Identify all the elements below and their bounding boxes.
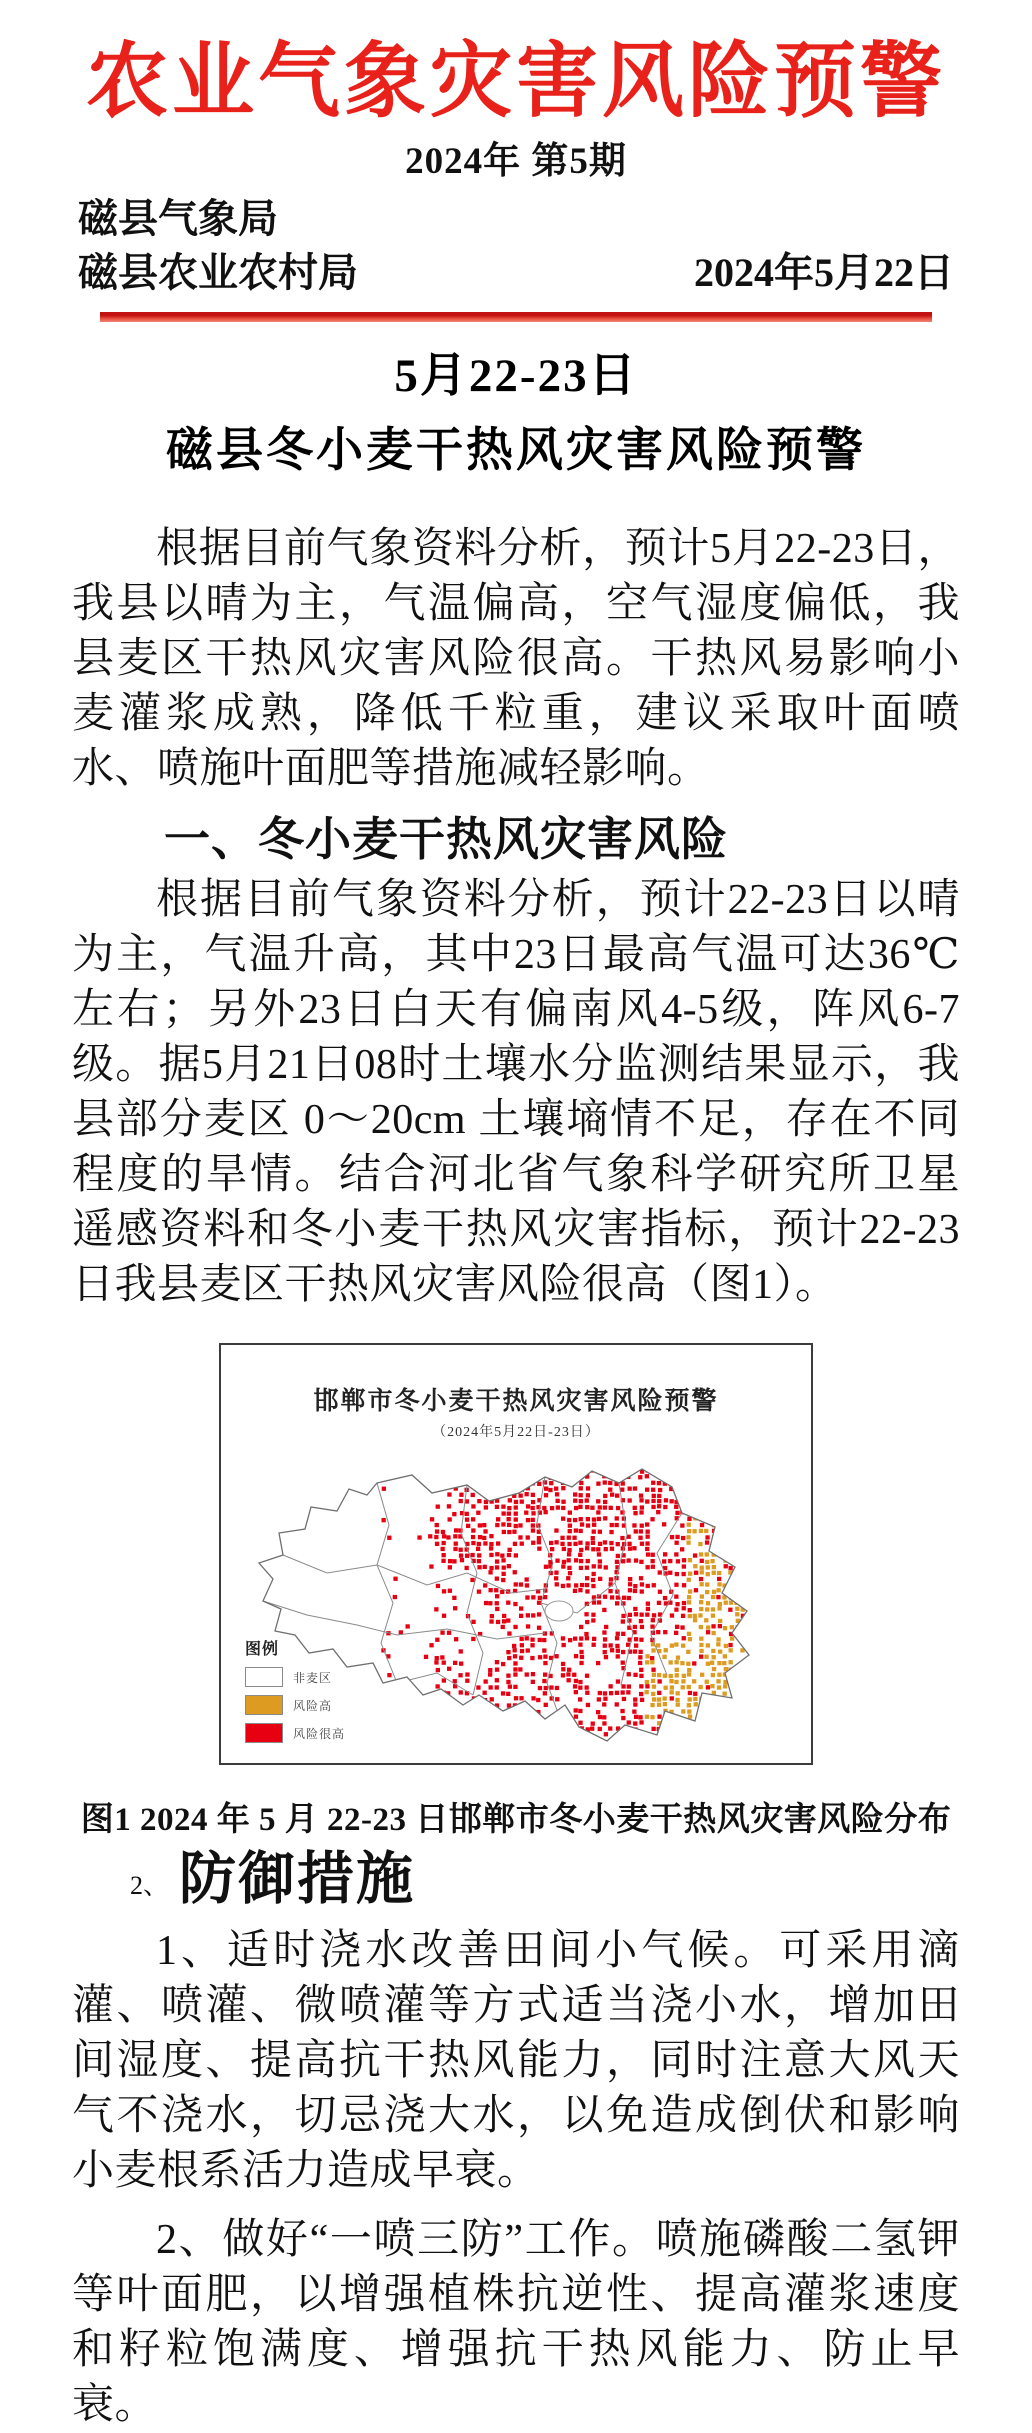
intro-paragraph: 根据目前气象资料分析，预计5月22-23日，我县以晴为主，气温偏高，空气湿度偏低，我县麦区干热风灾害风险很高。干热风易影响小麦灌浆成熟，降低千粒重，建议采取叶面喷水、喷施叶面肥等措施减轻影响。	[72, 525, 960, 792]
map-subtitle: （2024年5月22日-23日）	[432, 1425, 600, 1441]
legend-label-very-high-risk: 风险很高	[293, 1726, 346, 1741]
measure-1-paragraph: 1、适时浇水改善田间小气候。可采用滴灌、喷灌、微喷灌等方式适当浇小水，增加田间湿度、提高抗干热风能力，同时注意大风天气不浇水，切忌浇大水，以免造成倒伏和影响小麦根系活力造成早衰。	[72, 1927, 960, 2194]
issue-number: 2024年 第5期	[405, 140, 627, 182]
org-date-row	[78, 246, 954, 300]
warning-heading-title: 磁县冬小麦干热风灾害风险预警	[166, 424, 866, 477]
risk-map-figure	[219, 1343, 813, 1765]
legend-row-nonwheat	[245, 1667, 345, 1687]
measure-2-paragraph: 2、做好“一喷三防”工作。喷施磷酸二氢钾等叶面肥，以增强植株抗逆性、提高灌浆速度和籽粒饱满度、增强抗干热风能力、防止早衰。	[72, 2216, 960, 2428]
issue-date: 2024年5月22日	[694, 249, 954, 295]
map-title: 邯郸市冬小麦干热风灾害风险预警	[313, 1388, 719, 1416]
section-2-title: 防御措施	[179, 1847, 416, 1912]
document-title: 农业气象灾害风险预警	[85, 36, 946, 127]
red-divider-line	[100, 312, 932, 322]
legend-swatch-nonwheat	[245, 1667, 283, 1687]
section-2-number: 2、	[130, 1870, 170, 1900]
legend-label-nonwheat: 非麦区	[293, 1670, 333, 1685]
legend-title: 图例	[245, 1641, 280, 1659]
legend-label-high-risk: 风险高	[293, 1698, 333, 1713]
section-2-heading	[0, 1847, 1032, 1912]
risk-analysis-paragraph: 根据目前气象资料分析，预计22-23日以晴为主，气温升高，其中23日最高气温可达36℃左右；另外23日白天有偏南风4-5级，阵风6-7级。据5月21日08时土壤水分监测结果显示，我县部分麦区 0～20cm 土壤墒情不足，存在不同程度的旱情。结合河北省气象科学研究所卫星遥感资料和冬小麦干热风灾害指标，预计22-23日我县麦区干热风灾害风险很高（图1）。	[72, 876, 960, 1309]
org-meteorological-bureau: 磁县气象局	[78, 195, 278, 241]
map-legend	[245, 1636, 345, 1743]
legend-row-very-high-risk	[245, 1723, 345, 1743]
org-agriculture-bureau: 磁县农业农村局	[78, 249, 358, 295]
risk-dot-layer	[381, 1462, 795, 1744]
map-enclave	[545, 1601, 573, 1621]
issuing-orgs	[0, 192, 1032, 300]
legend-row-high-risk	[245, 1695, 345, 1715]
section-1-heading: 一、冬小麦干热风灾害风险	[164, 813, 728, 865]
legend-swatch-high-risk	[245, 1695, 283, 1715]
figure-caption: 图1 2024 年 5 月 22-23 日邯郸市冬小麦干热风灾害风险分布	[80, 1802, 952, 1839]
legend-swatch-very-high-risk	[245, 1723, 283, 1743]
warning-heading-date: 5月22-23日	[394, 349, 638, 402]
